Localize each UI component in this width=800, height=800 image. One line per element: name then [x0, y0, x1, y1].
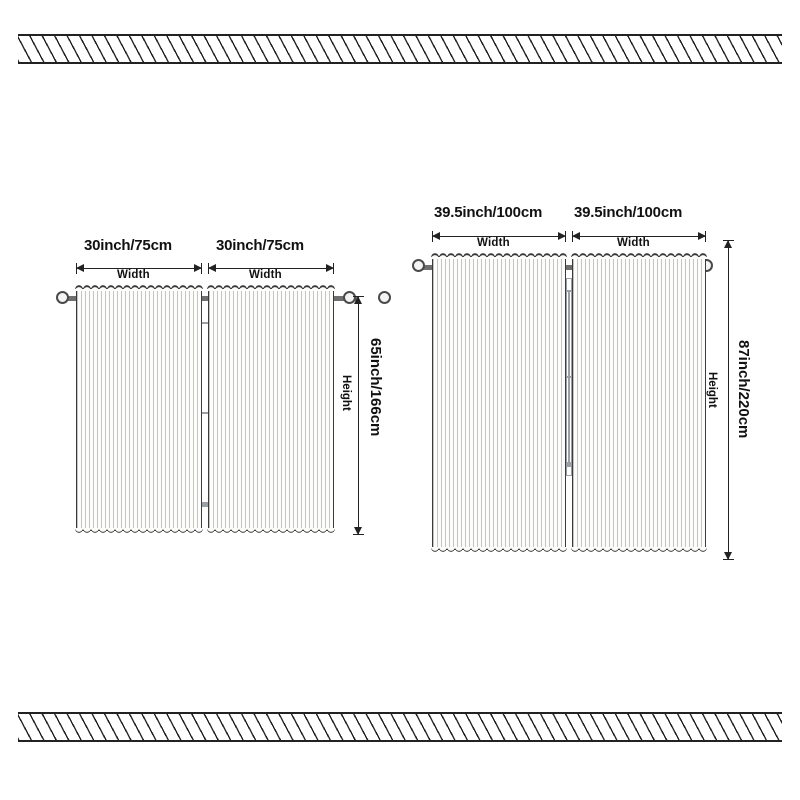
- right-panel-a-width-word: Width: [477, 237, 510, 249]
- left-height-size-label: 65inch/166cm: [367, 338, 384, 437]
- curtain-scallop-bottom: [75, 528, 202, 537]
- left-curtain-panel-b: [208, 288, 334, 531]
- dimension-arrow: [724, 240, 732, 248]
- curtain-scallop-top: [207, 282, 334, 291]
- left-rod-bracket: [378, 291, 391, 304]
- left-height-word: Height: [340, 375, 352, 411]
- right-height-word: Height: [706, 372, 718, 408]
- right-curtain-panel-a: [432, 256, 566, 550]
- right-curtain-panel-b: [572, 256, 706, 550]
- ceiling-hatch-band: [18, 34, 782, 64]
- curtain-scallop-bottom: [431, 547, 566, 556]
- dimension-arrow: [354, 527, 362, 535]
- curtain-scallop-top: [431, 250, 566, 259]
- curtain-scallop-bottom: [571, 547, 706, 556]
- dimension-arrow: [572, 232, 580, 240]
- floor-hatch-band: [18, 712, 782, 742]
- left-curtain-panel-a: [76, 288, 202, 531]
- dimension-arrow: [432, 232, 440, 240]
- left-height-dimension: [358, 296, 359, 535]
- right-height-size-label: 87inch/220cm: [735, 340, 752, 439]
- dimension-arrow: [558, 232, 566, 240]
- dimension-arrow: [698, 232, 706, 240]
- right-height-dimension: [728, 240, 729, 560]
- curtain-scallop-top: [75, 282, 202, 291]
- left-rod-finial-left: [56, 291, 69, 304]
- curtain-scallop-top: [571, 250, 706, 259]
- dimension-arrow: [76, 264, 84, 272]
- dimension-arrow: [194, 264, 202, 272]
- dimension-arrow: [208, 264, 216, 272]
- left-panel-a-size-label: 30inch/75cm: [84, 237, 172, 254]
- dimension-arrow: [326, 264, 334, 272]
- left-panel-a-width-word: Width: [117, 269, 150, 281]
- right-rod-finial-left: [412, 259, 425, 272]
- curtain-scallop-bottom: [207, 528, 334, 537]
- left-panel-b-size-label: 30inch/75cm: [216, 237, 304, 254]
- dimension-arrow: [354, 296, 362, 304]
- right-panel-a-size-label: 39.5inch/100cm: [434, 204, 543, 221]
- right-panel-b-size-label: 39.5inch/100cm: [574, 204, 683, 221]
- right-panel-b-width-word: Width: [617, 237, 650, 249]
- left-panel-b-width-word: Width: [249, 269, 282, 281]
- dimension-arrow: [724, 552, 732, 560]
